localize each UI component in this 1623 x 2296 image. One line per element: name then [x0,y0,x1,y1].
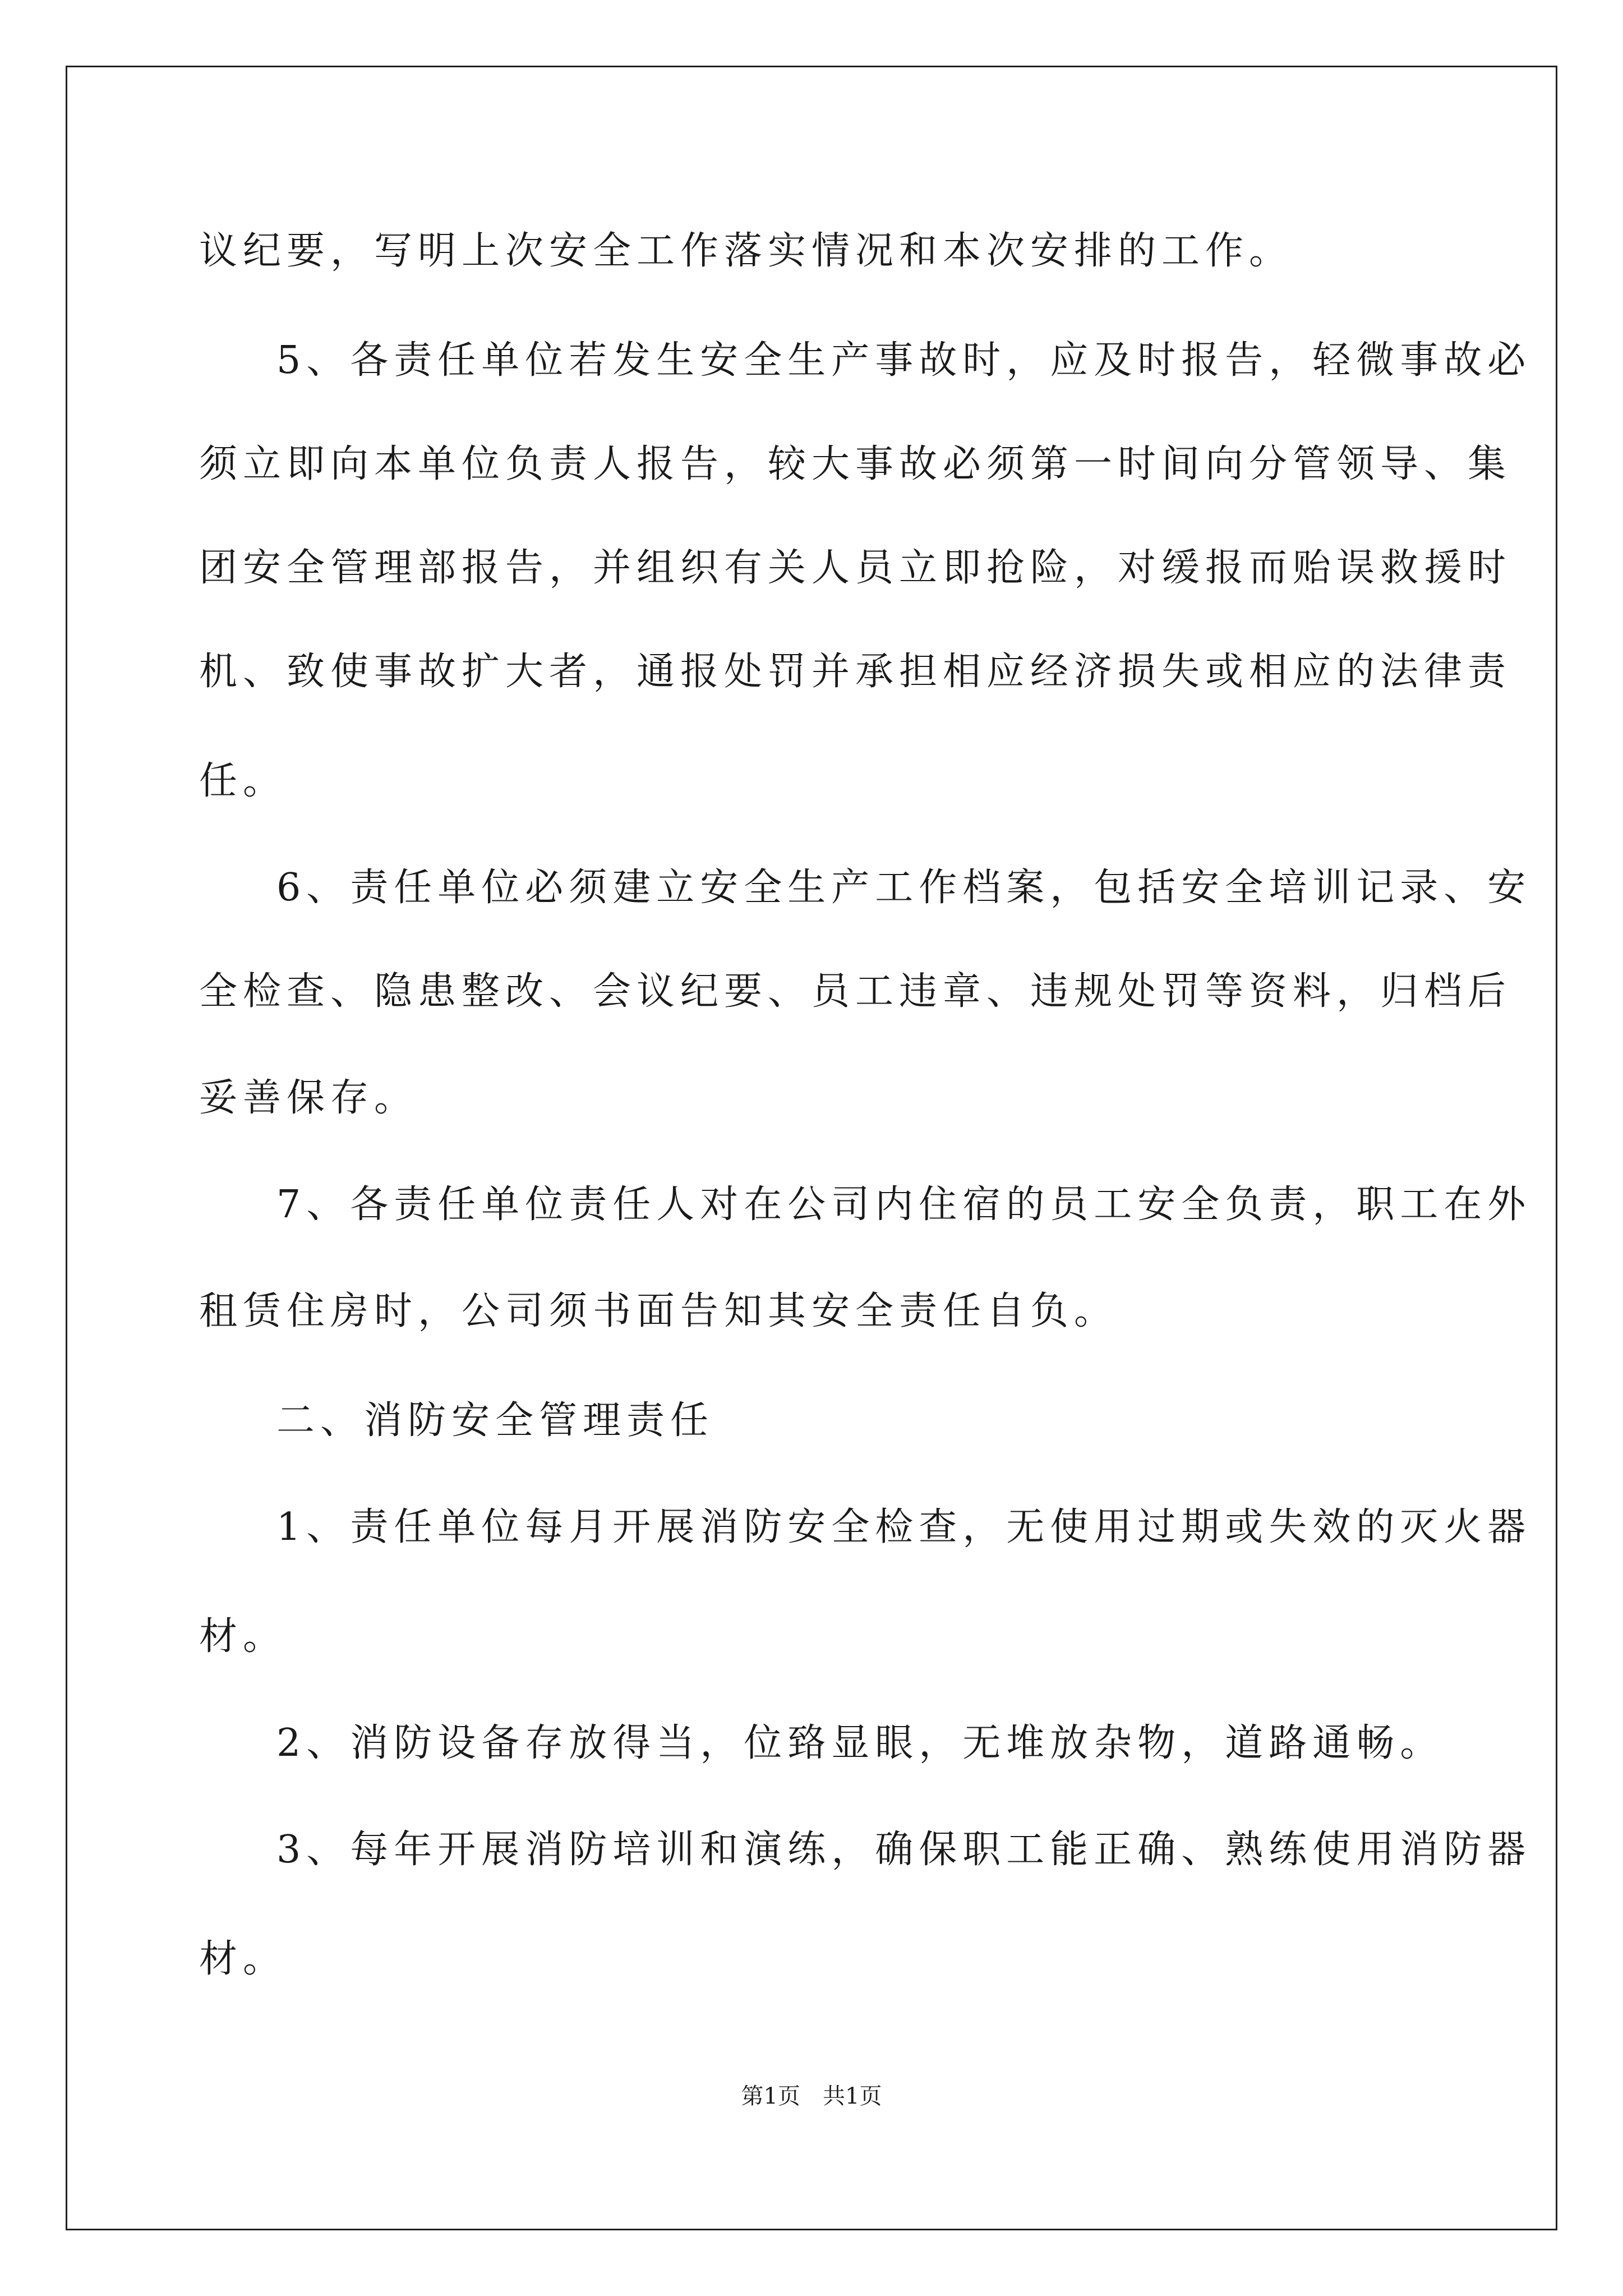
text-line-10: 7、各责任单位责任人对在公司内住宿的员工安全负责，职工在外 [276,1182,1532,1227]
text-line-2: 5、各责任单位若发生安全生产事故时，应及时报告，轻微事故必 [276,338,1532,383]
text-line-9: 妥善保存。 [199,1076,418,1120]
text-line-1: 议纪要，写明上次安全工作落实情况和本次安排的工作。 [199,229,1293,273]
text-line-4: 团安全管理部报告，并组织有关人员立即抢险，对缓报而贻误救援时 [199,546,1512,590]
text-line-17: 材。 [199,1937,287,1981]
text-line-3: 须立即向本单位负责人报告，较大事故必须第一时间向分管领导、集 [199,442,1512,486]
text-line-15: 2、消防设备存放得当，位臵显眼，无堆放杂物，道路通畅。 [276,1721,1444,1765]
text-line-13: 1、责任单位每月开展消防安全检查，无使用过期或失效的灭火器 [276,1505,1532,1549]
text-line-6: 任。 [199,759,287,803]
text-line-11: 租赁住房时，公司须书面告知其安全责任自负。 [199,1289,1118,1333]
text-line-14: 材。 [199,1614,287,1659]
text-line-16: 3、每年开展消防培训和演练，确保职工能正确、熟练使用消防器 [276,1828,1532,1872]
text-line-12: 二、消防安全管理责任 [276,1398,714,1443]
text-line-8: 全检查、隐患整改、会议纪要、员工违章、违规处罚等资料，归档后 [199,969,1512,1014]
text-line-5: 机、致使事故扩大者，通报处罚并承担相应经济损失或相应的法律责 [199,650,1512,694]
page-number-footer: 第1页 共1页 [741,2083,882,2109]
text-line-7: 6、责任单位必须建立安全生产工作档案，包括安全培训记录、安 [276,866,1532,910]
